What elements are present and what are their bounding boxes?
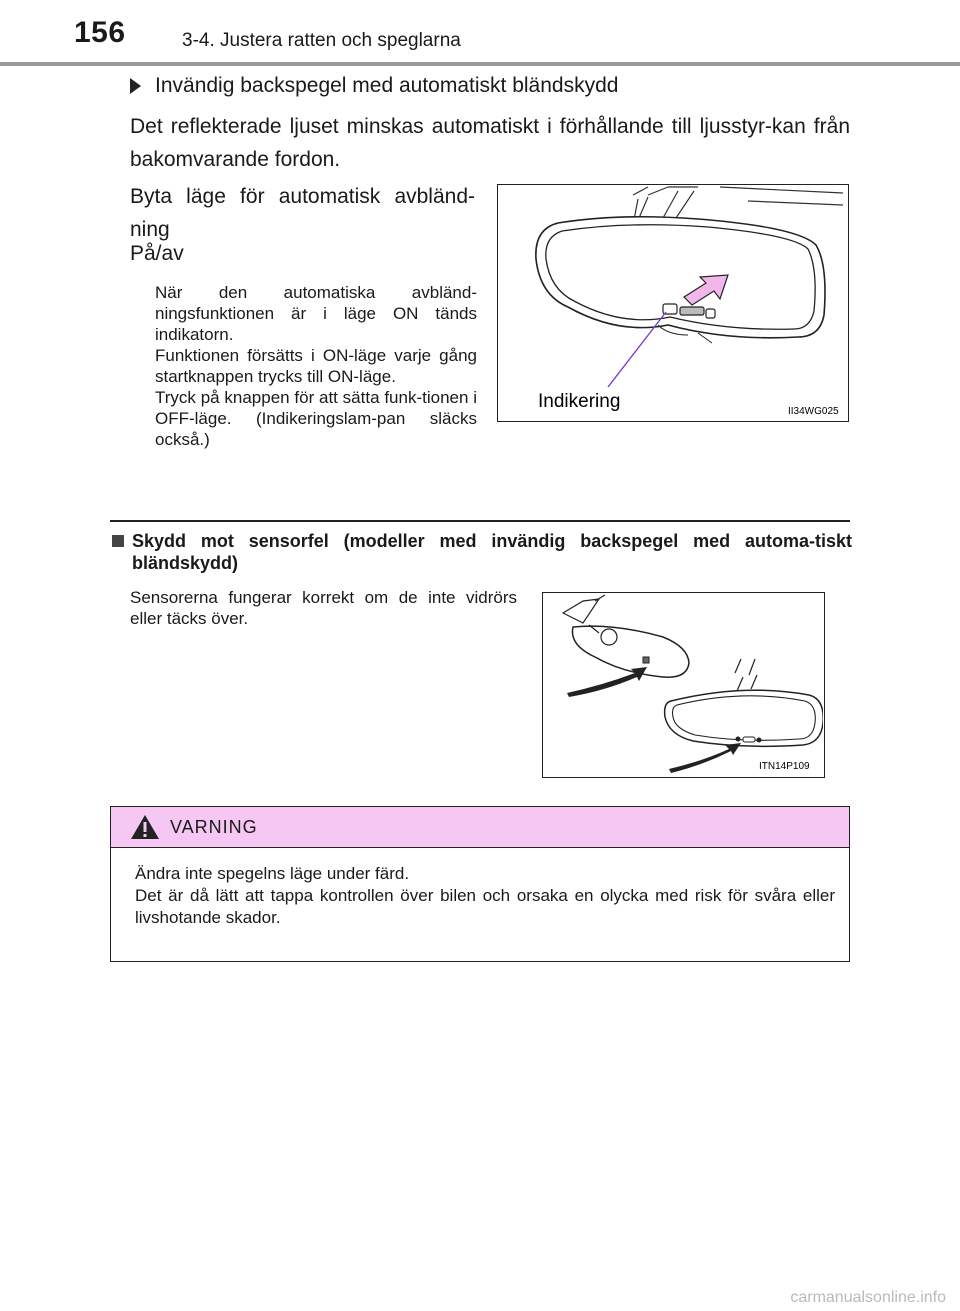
square-bullet-icon bbox=[112, 535, 124, 547]
item-subtitle: På/av bbox=[130, 242, 184, 265]
sensor-figure bbox=[542, 592, 825, 778]
front-sensor bbox=[736, 737, 741, 742]
warning-box bbox=[110, 806, 850, 962]
warning-line: Ändra inte spegelns läge under färd. bbox=[135, 864, 410, 883]
item-title: Byta läge för automatisk avbländ-ning bbox=[130, 185, 475, 241]
page-number: 156 bbox=[74, 16, 126, 49]
mirror-illustration bbox=[498, 185, 847, 420]
subsection-heading bbox=[130, 74, 618, 98]
warning-triangle-icon bbox=[129, 813, 161, 841]
warning-line: Det är då lätt att tappa kontrollen över bilen och orsaka en olycka med risk för svåra eller livshotande skador. bbox=[135, 886, 835, 927]
sensor-illustration bbox=[543, 593, 823, 776]
section-heading-text: Skydd mot sensorfel (modeller med invändig backspegel med automa-tiskt bländskydd) bbox=[132, 531, 852, 573]
chapter-title: 3-4. Justera ratten och speglarna bbox=[182, 30, 461, 51]
sensor-arrow-icon bbox=[669, 743, 741, 773]
note-line: Funktionen försätts i ON-läge varje gång startknappen trycks till ON-läge. bbox=[155, 346, 477, 386]
warning-header bbox=[111, 807, 849, 848]
mirror-indicator-figure bbox=[497, 184, 849, 422]
sensor-paragraph: Sensorerna fungerar korrekt om de inte vidrörs eller täcks över. bbox=[130, 588, 517, 628]
rear-sensor bbox=[643, 657, 649, 663]
figure-code: II34WG025 bbox=[788, 406, 839, 417]
note-line: Tryck på knappen för att sätta funk-tionen i OFF-läge. (Indikeringslam-pan släcks också.) bbox=[155, 388, 477, 449]
sensor-arrow-icon bbox=[567, 667, 647, 697]
warning-body bbox=[135, 863, 835, 929]
figure-code: ITN14P109 bbox=[759, 761, 810, 772]
section-heading bbox=[112, 530, 852, 574]
header-divider bbox=[0, 62, 960, 66]
subsection-title: Invändig backspegel med automatiskt bländskydd bbox=[155, 74, 619, 97]
triangle-bullet-icon bbox=[130, 78, 141, 94]
warning-label: VARNING bbox=[170, 817, 258, 837]
section-divider bbox=[110, 520, 850, 522]
auto-dim-button bbox=[680, 307, 704, 315]
callout-label: Indikering bbox=[538, 391, 621, 412]
note-line: När den automatiska avbländ-ningsfunktionen är i läge ON tänds indikatorn. bbox=[155, 283, 477, 344]
intro-paragraph: Det reflekterade ljuset minskas automatiskt i förhållande till ljusstyr-kan från bakomvarande fordon. bbox=[130, 115, 850, 171]
watermark: carmanualsonline.info bbox=[790, 1289, 946, 1306]
item-notes bbox=[155, 282, 477, 450]
